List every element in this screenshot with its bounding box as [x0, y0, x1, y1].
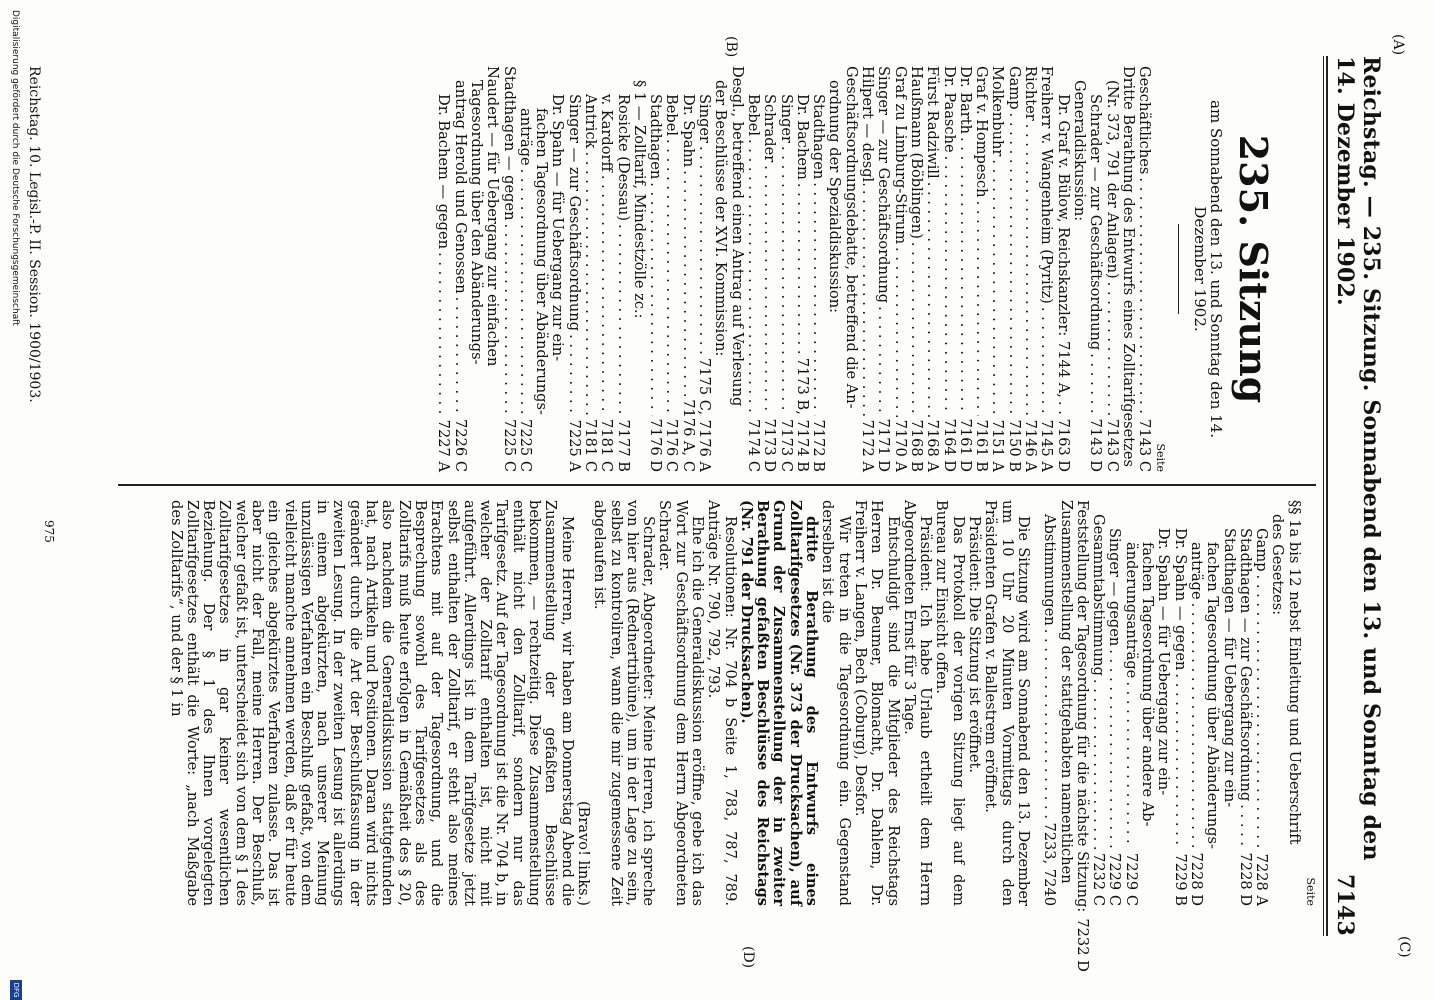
body-paragraph: Resolutionen: Nr. 704 b Seite 1, 783, 787, 789. Anträge Nr. 790, 792, 793.: [705, 500, 739, 906]
toc-entry-page: 7232 D: [1073, 918, 1091, 972]
toc-entry-label: Fürst Radziwill: [924, 66, 942, 179]
toc-entry-page: 7146 A: [1022, 419, 1040, 472]
toc-entry-page: 7174 C: [744, 419, 762, 472]
toc-entry-page: 7228 D: [1187, 852, 1205, 906]
toc-entry-page: 7173 B, 7174 B: [793, 357, 811, 472]
toc-entry-label: Dritte Berathung des Entwurfs eines Zolltarifgesetzes: [1119, 66, 1137, 467]
toc-entry-label: Zusammenstellung der stattgehabten namentlichen: [1057, 500, 1075, 884]
body-paragraph: Die Sitzung wird am Sonnabend den 13. Dezember um 10 Uhr 20 Minuten Vormittags durch den Präsidenten Grafen v. Ballestrem eröffnet.: [982, 500, 1032, 906]
toc-entry-label: Stadthagen: [810, 94, 828, 180]
toc-entry: [1253, 500, 1269, 906]
toc-entry: [940, 66, 956, 472]
toc-leader-dots: [598, 175, 614, 416]
toc-entry-label: Haußmann (Böblingen): [907, 66, 925, 239]
toc-entry-label: § 1 — Zolltarif, Mindestzölle zc.:: [630, 80, 648, 319]
toc-leader-dots: [1005, 113, 1021, 417]
toc-entry-label: Stadthagen — zur Geschäftsordnung: [1236, 528, 1254, 802]
toc-entry-label: Stadthagen — gegen: [500, 66, 518, 221]
toc-entry: [1038, 66, 1054, 472]
toc-entry-label: Geschäftliches: [1136, 66, 1154, 175]
toc-entry: [842, 66, 858, 472]
toc-entry-page: 7233, 7240: [1041, 822, 1059, 906]
toc-leader-dots: [435, 252, 451, 417]
toc-entry: [663, 66, 679, 472]
toc-entry: [1090, 500, 1106, 906]
toc-leader-dots: [1253, 575, 1269, 851]
toc-entry: [1155, 500, 1171, 906]
toc-entry: [451, 66, 467, 472]
toc-entry-label: Generaldiskussion:: [1070, 80, 1088, 222]
toc-entry-label: Dr. Spahn — für Uebergang zur ein-: [1155, 528, 1173, 796]
toc-entry-page: 7176 D: [647, 418, 665, 472]
toc-entry: [908, 66, 924, 472]
toc-entry-label: v. Kardorff: [598, 94, 616, 172]
toc-entry-label: des Gesetzes:: [1269, 514, 1287, 616]
toc-entry-label: ordnung der Spezialdiskussion:: [826, 80, 844, 314]
toc-entry: [891, 66, 907, 472]
toc-entry-label: änderungsanträge: [1122, 542, 1140, 679]
toc-entry-label: Molkenbuhr: [989, 66, 1007, 157]
toc-entry-label: Singer: [696, 94, 714, 144]
toc-leader-dots: [875, 306, 891, 415]
body-paragraph: Wir treten in die Tagesordnung ein. Gegenstand derselben ist die: [819, 500, 853, 906]
toc-entry: [1054, 66, 1070, 472]
session-title: 235. Sitzung: [1231, 134, 1276, 404]
toc-entry-label: anträge: [1187, 542, 1205, 600]
toc-entry: [517, 66, 533, 472]
toc-entry: [1204, 500, 1220, 906]
toc-leader-dots: [663, 139, 679, 416]
toc-entry-label: Tagesordnung über den Abänderungs-: [467, 80, 485, 365]
toc-entry-page: 7172 A: [859, 419, 877, 472]
body-paragraph: Meine Herren, wir haben am Donnerstag Abend die Zusammenstellung der gefaßten Beschlüsse bekommen, — rechtzeitig. Diese Zusammenstellung enthält nicht den Zolltarif, sondern nur das Tarifgesetz. Auf der Tagesordnung ist die Nr. 704 b, in welcher der Zolltarif enthalten ist, nicht mit aufgeführt. Allerdings ist in dem Tarifgesetze jetzt selbst enthalten der Zolltarif, er steht also meines Erachtens mit auf der Tagesordnung, und die Besprechung sowohl des Tarifgesetzes als des Zolltarifs muß heute erfolgen in Gemäßheit des § 20, also nachdem die Generaldiskussion stattgefunden hat, nach Artikeln und Positionen. Daran wird nichts geändert durch die Art der Beschlußfassung in der zweiten Lesung. In der zweiten Lesung ist allerdings in einem abgekürzten, nach unserer Meinung unzulässigen Verfahren ein Beschluß gefaßt, von dem vielleicht manche annehmen werden, daß er für heute ein gleiches abgekürztes Verfahren zulasse. Das ist aber nicht der Fall, meine Herren. Der Beschluß, welcher gefaßt ist, unterscheidet sich von dem § 1 des Zolltarifgesetzes in gar keiner wesentlichen Beziehung. Der § 1 des Ihnen vorgelegten Zolltarifgesetzes enthält die Worte: „nach Maßgabe des Zolltarifs“, und der § 1 in: [167, 500, 576, 906]
toc-entry: [631, 66, 647, 472]
toc-entry: [712, 66, 728, 472]
right-column: [167, 500, 1318, 972]
toc-leader-dots: [1122, 681, 1138, 850]
toc-entry: [1041, 500, 1057, 906]
toc-entry-label: Singer: [777, 94, 795, 144]
toc-entry: [1087, 66, 1103, 472]
toc-leader-dots: [908, 242, 924, 417]
toc-entry-page: 7229 B: [1171, 853, 1189, 906]
toc-leader-dots: [1136, 177, 1152, 416]
table-of-contents-continued: [1041, 500, 1303, 972]
toc-entry-label: Naudert — für Uebergang zur einfachen: [484, 66, 502, 367]
toc-entry: [468, 66, 484, 472]
toc-entry: [794, 66, 810, 472]
toc-leader-dots: [1090, 679, 1106, 850]
toc-entry: [647, 66, 663, 472]
toc-entry-page: 7225 C: [516, 419, 534, 472]
margin-mark-b: (B): [723, 36, 739, 58]
toc-entry-page: 7161 B: [973, 419, 991, 472]
body-paragraph: Schrader, Abgeordneter: Meine Herren, ich spreche von hier aus (Rednertribüne), um in der Lage zu sein, selbst zu kontroliren, wann die mir zugemessene Zeit abgelaufen ist.: [591, 500, 658, 906]
toc-leader-dots: [1054, 401, 1070, 416]
toc-entry-page: 7151 A: [989, 419, 1007, 472]
toc-leader-dots: [500, 223, 516, 416]
toc-leader-dots: [680, 170, 696, 396]
toc-entry-page: 7228 A: [1253, 853, 1271, 906]
body-paragraph: (Bravo! links.): [574, 800, 592, 906]
seite-label: Seite: [1154, 443, 1168, 472]
toc-entry-label: Gesammtabstimmung: [1090, 514, 1108, 676]
toc-entry-label: Schrader — zur Geschäftsordnung: [1087, 94, 1105, 351]
toc-entry: [875, 66, 891, 472]
toc-entry: [1005, 66, 1021, 472]
body-paragraph: Ehe ich die Generaldiskussion eröffne, gebe ich das Wort zur Geschäftsordnung dem Herrn Abgeordneten Schrader.: [656, 500, 707, 906]
toc-entry-label: fachen Tagesordnung über andere Ab-: [1139, 542, 1157, 827]
toc-entry-page: 7176 A, C: [679, 399, 697, 472]
toc-entry-label: anträge: [516, 108, 534, 166]
toc-entry-label: Feststellung der Tagesordnung für die nächste Sitzung:: [1073, 500, 1091, 913]
toc-entry: [1220, 500, 1236, 906]
toc-leader-dots: [565, 334, 581, 417]
body-paragraph: dritte Berathung des Entwurfs eines Zolltarifgesetzes (Nr. 373 der Drucksachen), auf Grund der Zusammenstellung der in zweiter Berathung gefaßten Beschlüsse des Reichstags (Nr. 791 der Drucksachen).: [737, 500, 821, 906]
header-title: Reichstag. — 235. Sitzung. Sonnabend den 13. und Sonntag den 14. Dezember 1902.: [1332, 56, 1384, 861]
toc-entry-label: Hilpert — desgl.: [859, 66, 877, 187]
digitization-text: Digitalisierung gefördert durch die Deutsche Forschungsgemeinschaft: [10, 10, 20, 326]
toc-leader-dots: [1041, 629, 1057, 820]
toc-entry: [1022, 66, 1038, 472]
seite-label-right: Seite: [1304, 877, 1317, 906]
toc-entry-label: Stadthagen — für Uebergang zur ein-: [1220, 528, 1238, 808]
toc-entry-label: Richter: [1022, 66, 1040, 121]
toc-entry: [533, 66, 549, 472]
toc-entry: [500, 66, 516, 472]
toc-entry-page: 7181 C: [598, 419, 616, 472]
toc-entry-page: 7143 C: [1136, 419, 1154, 472]
toc-entry-label: Graf v. Hompesch: [973, 66, 991, 198]
toc-entry: [1285, 500, 1301, 906]
toc-entry-label: Schrader: [761, 94, 779, 163]
toc-leader-dots: [859, 190, 875, 417]
toc-entry-page: 7232 C: [1090, 853, 1108, 906]
toc-entry-label: Bebel: [744, 94, 762, 137]
toc-leader-dots: [1188, 603, 1204, 850]
toc-entry: [1171, 500, 1187, 906]
toc-entry-page: 7143 D: [1087, 418, 1105, 472]
toc-entry-label: Antrick: [582, 94, 600, 149]
toc-leader-dots: [1106, 649, 1122, 850]
toc-entry-label: Stadthagen: [647, 94, 665, 180]
toc-entry-page: 7161 D: [956, 418, 974, 472]
toc-entry: [1057, 500, 1073, 906]
toc-entry-page: 7172 B: [810, 419, 828, 472]
toc-entry-label: §§ 1a bis 12 nebst Einleitung und Ueberschrift: [1285, 500, 1303, 845]
toc-entry-page: 7176 C: [663, 419, 681, 472]
toc-entry: [957, 66, 973, 472]
toc-entry-page: 7143 C: [1103, 419, 1121, 472]
toc-entry-page: 7181 C: [582, 419, 600, 472]
toc-entry-label: der Beschlüsse der XVI. Kommission:: [712, 80, 730, 357]
toc-entry: [745, 66, 761, 472]
toc-entry-label: antrag Herold und Genossen: [451, 80, 469, 294]
margin-mark-c: (C): [1396, 936, 1412, 958]
toc-entry-label: Dr. Spahn — für Uebergang zur ein-: [549, 94, 567, 362]
toc-leader-dots: [517, 169, 533, 416]
toc-entry-label: Dr. Spahn: [679, 94, 697, 168]
toc-entry: [761, 66, 777, 472]
toc-entry-label: Dr. Barth: [956, 66, 974, 135]
toc-leader-dots: [1237, 804, 1253, 849]
toc-entry-page: 7173 D: [761, 418, 779, 472]
toc-leader-dots: [957, 137, 973, 416]
toc-entry: [1106, 500, 1122, 906]
toc-leader-dots: [810, 182, 826, 416]
toc-leader-dots: [647, 182, 663, 415]
toc-entry-label: fachen Tagesordnung über Abänderungs-: [1204, 542, 1222, 849]
toc-leader-dots: [1103, 282, 1119, 416]
toc-entry: [826, 66, 842, 472]
page-footer: [26, 66, 42, 946]
toc-entry-page: 7173 C: [777, 419, 795, 472]
toc-entry: [1269, 500, 1285, 906]
toc-entry: [777, 66, 793, 472]
toc-entry: [973, 66, 989, 472]
toc-entry-label: (Nr. 373, 791 der Anlagen): [1103, 80, 1121, 279]
toc-entry: [1122, 500, 1138, 906]
toc-entry: [1139, 500, 1155, 906]
toc-entry: [696, 66, 712, 472]
toc-entry: [484, 66, 500, 472]
body-paragraph: Präsident: Ich habe Urlaub ertheilt dem Herrn Abgeordneten Ernst für 3 Tage.: [900, 500, 935, 906]
toc-entry: [598, 66, 614, 472]
toc-entry: [728, 66, 744, 472]
session-date: am Sonnabend den 13. und Sonntag den 14. Dezember 1902.: [1190, 100, 1225, 438]
page-number: 7143: [1332, 873, 1358, 936]
toc-leader-dots: [761, 165, 777, 415]
toc-leader-dots: [1038, 307, 1054, 417]
toc-entry: [859, 66, 875, 472]
toc-entry-page: 7175 C, 7176 A: [696, 357, 714, 472]
toc-leader-dots: [1171, 673, 1187, 850]
toc-entry-page: 7145 A: [1038, 419, 1056, 472]
toc-leader-dots: [1022, 124, 1038, 417]
toc-entry-label: Geschäftsordnungsdebatte, betreffend die An-: [842, 66, 860, 409]
toc-leader-dots: [989, 159, 1005, 416]
toc-leader-dots: [924, 182, 940, 417]
toc-entry-label: Gamp: [1253, 528, 1271, 572]
toc-leader-dots: [777, 146, 793, 416]
proceedings-text: [167, 500, 1031, 906]
toc-entry: [614, 66, 630, 472]
sheet-signature: 975: [42, 520, 56, 543]
toc-entry-label: Singer — zur Geschäftsordnung: [565, 94, 583, 332]
toc-entry: [565, 66, 581, 472]
toc-leader-dots: [940, 156, 956, 416]
margin-mark-a: (A): [1390, 34, 1406, 56]
toc-entry-page: 7168 A: [924, 419, 942, 472]
toc-leader-dots: [973, 201, 989, 417]
toc-entry-label: Singer — gegen: [1106, 528, 1124, 647]
toc-leader-dots: [614, 224, 630, 416]
toc-entry-page: 7170 A: [891, 419, 909, 472]
margin-mark-d: (D): [740, 946, 756, 969]
toc-entry: [810, 66, 826, 472]
toc-entry-label: Dr. Graf v. Bülow, Reichskanzler: 7144 A,: [1054, 94, 1072, 398]
toc-leader-dots: [891, 247, 907, 417]
toc-leader-dots: [696, 146, 712, 355]
title-rule: [1178, 224, 1179, 314]
dfg-logo: DFG: [10, 980, 22, 1000]
toc-leader-dots: [582, 151, 598, 416]
header-rule: [1323, 56, 1324, 936]
toc-entry: [582, 66, 598, 472]
toc-entry-label: Dr. Bachem — gegen: [435, 94, 453, 250]
toc-entry-page: 7228 D: [1236, 852, 1254, 906]
toc-entry-label: Gamp: [1005, 66, 1023, 110]
toc-entry: [1136, 66, 1152, 472]
toc-entry-page: 7150 B: [1005, 419, 1023, 472]
toc-entry-page: 7225 C: [500, 419, 518, 472]
toc-entry: [989, 66, 1005, 472]
toc-entry: [1120, 66, 1136, 472]
toc-entry: [1237, 500, 1253, 906]
toc-entry-label: Singer — zur Geschäftsordnung: [875, 66, 893, 304]
toc-leader-dots: [745, 139, 761, 416]
toc-entry-page: 7229 C: [1122, 853, 1140, 906]
page-header: [1326, 56, 1384, 936]
toc-entry-page: 7164 D: [940, 418, 958, 472]
toc-leader-dots: [1087, 353, 1103, 415]
toc-entry-page: 7227 A: [435, 419, 453, 472]
body-paragraph: Das Protokoll der vorigen Sitzung liegt auf dem Bureau zur Einsicht offen.: [933, 500, 967, 906]
toc-entry: [924, 66, 940, 472]
toc-entry-label: Dr. Paasche: [940, 66, 958, 153]
toc-entry-page: 7225 A: [565, 419, 583, 472]
toc-leader-dots: [794, 183, 810, 355]
toc-entry-label: Bebel: [663, 94, 681, 137]
toc-leader-dots: [451, 297, 467, 416]
toc-entry: [1071, 66, 1087, 472]
toc-entry-page: 7226 C: [451, 419, 469, 472]
toc-entry-page: 7168 B: [907, 419, 925, 472]
toc-entry-label: Dr. Bachem: [793, 94, 811, 180]
toc-entry-label: Desgl., betreffend einen Antrag auf Verlesung: [728, 66, 746, 407]
toc-entry-label: Graf zu Limburg-Stirum: [891, 66, 909, 245]
toc-entry-label: Dr. Spahn — gegen: [1171, 528, 1189, 671]
toc-entry-label: Abstimmungen: [1041, 514, 1059, 626]
toc-entry: [435, 66, 451, 472]
column-divider: [118, 484, 1316, 486]
toc-entry: [1188, 500, 1204, 906]
body-paragraph: Entschuldigt sind die Mitglieder des Reichstags Herren Dr. Beumer, Blomacht, Dr. Dahlem, Dr. Freiherr v. Langen, Bech (Coburg), Desfor.: [851, 500, 902, 906]
table-of-contents: [435, 66, 1152, 472]
toc-entry-page: 7163 D: [1054, 418, 1072, 472]
toc-entry: [549, 66, 565, 472]
footer-imprint: Reichstag. 10. Legisl.-P. II. Session. 1900/1903.: [26, 66, 42, 403]
toc-entry-page: 7177 B: [614, 419, 632, 472]
toc-entry-page: 7229 C: [1106, 853, 1124, 906]
toc-entry-label: Freiherr v. Wangenheim (Pyritz): [1038, 66, 1056, 304]
toc-entry-label: Rosicke (Dessau): [614, 94, 632, 222]
toc-entry: [1103, 66, 1119, 472]
toc-entry-page: 7171 D: [875, 418, 893, 472]
toc-entry: [1073, 500, 1091, 972]
toc-entry: [680, 66, 696, 472]
left-column: [435, 66, 1310, 472]
body-paragraph: Präsident: Die Sitzung ist eröffnet.: [966, 516, 984, 774]
toc-entry-label: fachen Tagesordnung über Abänderungs-: [533, 108, 551, 415]
